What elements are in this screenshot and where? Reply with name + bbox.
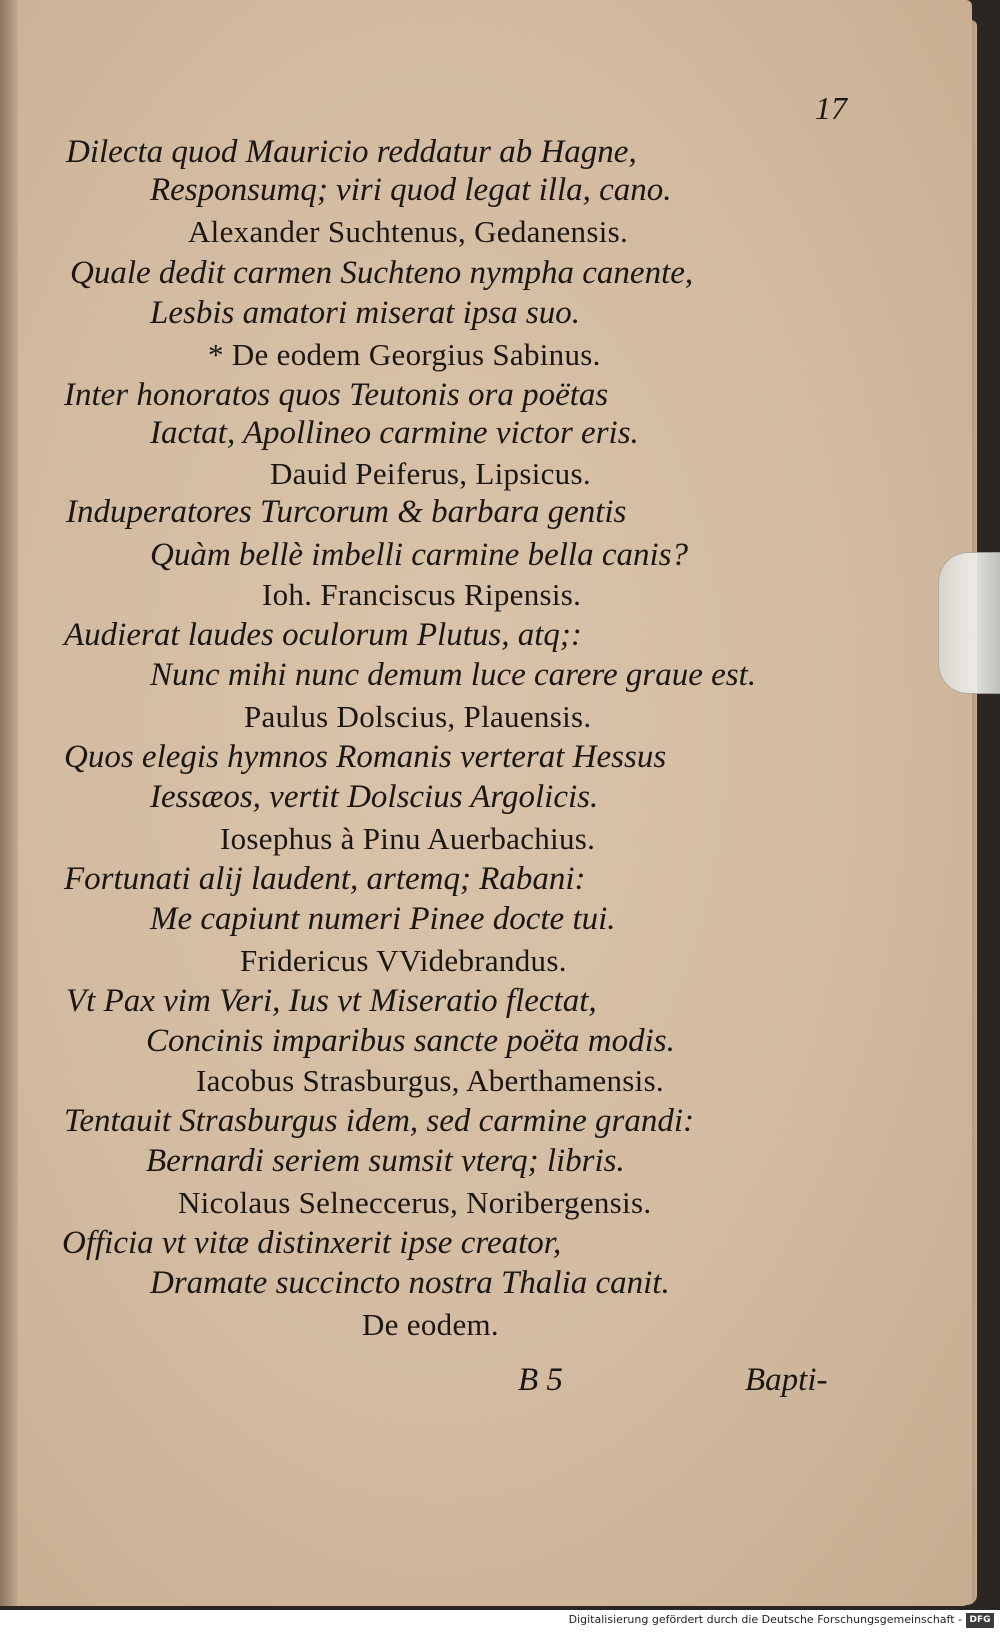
verse-line: Iactat, Apollineo carmine victor eris. [150,415,639,451]
verse-line: Responsumq; viri quod legat illa, cano. [150,172,672,208]
verse-line: Tentauit Strasburgus idem, sed carmine grandi: [64,1103,695,1139]
verse-line: Quos elegis hymnos Romanis verterat Hessus [64,739,667,775]
catchword: Bapti- [745,1362,828,1398]
verse-line: Induperatores Turcorum & barbara gentis [66,494,627,530]
page-gutter [0,0,18,1606]
verse-line: Inter honoratos quos Teutonis ora poëtas [64,377,609,413]
author-heading: Nicolaus Selneccerus, Noribergensis. [178,1185,652,1220]
footer-credit: Digitalisierung gefördert durch die Deutsche Forschungsgemeinschaft - [568,1613,962,1626]
author-heading: Fridericus VVidebrandus. [240,943,567,978]
page-number: 17 [815,90,847,126]
author-heading: Ioh. Franciscus Ripensis. [262,577,582,612]
verse-line: Officia vt vitæ distinxerit ipse creator, [62,1225,562,1261]
page-marker-tab [938,552,1000,694]
verse-line: Dilecta quod Mauricio reddatur ab Hagne, [66,134,637,170]
author-heading: Alexander Suchtenus, Gedanensis. [188,214,629,249]
verse-line: Iessæos, vertit Dolscius Argolicis. [150,779,599,815]
verse-line: Audierat laudes oculorum Plutus, atq;: [64,617,582,653]
verse-line: Concinis imparibus sancte poëta modis. [146,1023,675,1059]
verse-line: Fortunati alij laudent, artemq; Rabani: [64,861,586,897]
author-heading: Paulus Dolscius, Plauensis. [244,699,592,734]
verse-line: Quale dedit carmen Suchteno nympha canente, [70,255,694,291]
verse-line: Bernardi seriem sumsit vterq; libris. [146,1143,625,1179]
author-heading: Iacobus Strasburgus, Aberthamensis. [196,1063,664,1098]
verse-line: Dramate succincto nostra Thalia canit. [150,1265,670,1301]
verse-line: Quàm bellè imbelli carmine bella canis? [150,537,688,573]
verse-line: Me capiunt numeri Pinee docte tui. [150,901,616,937]
dfg-logo: DFG [966,1613,994,1628]
author-heading: De eodem. [362,1307,499,1342]
signature-mark: B 5 [518,1362,563,1398]
author-heading: Iosephus à Pinu Auerbachius. [220,821,596,856]
verse-line: Vt Pax vim Veri, Ius vt Miseratio flectat, [66,983,597,1019]
author-heading: Dauid Peiferus, Lipsicus. [270,456,591,491]
author-heading: * De eodem Georgius Sabinus. [208,337,601,372]
verse-line: Lesbis amatori miserat ipsa suo. [150,295,580,331]
footer-bar [0,1610,1000,1632]
verse-line: Nunc mihi nunc demum luce carere graue est. [150,657,757,693]
